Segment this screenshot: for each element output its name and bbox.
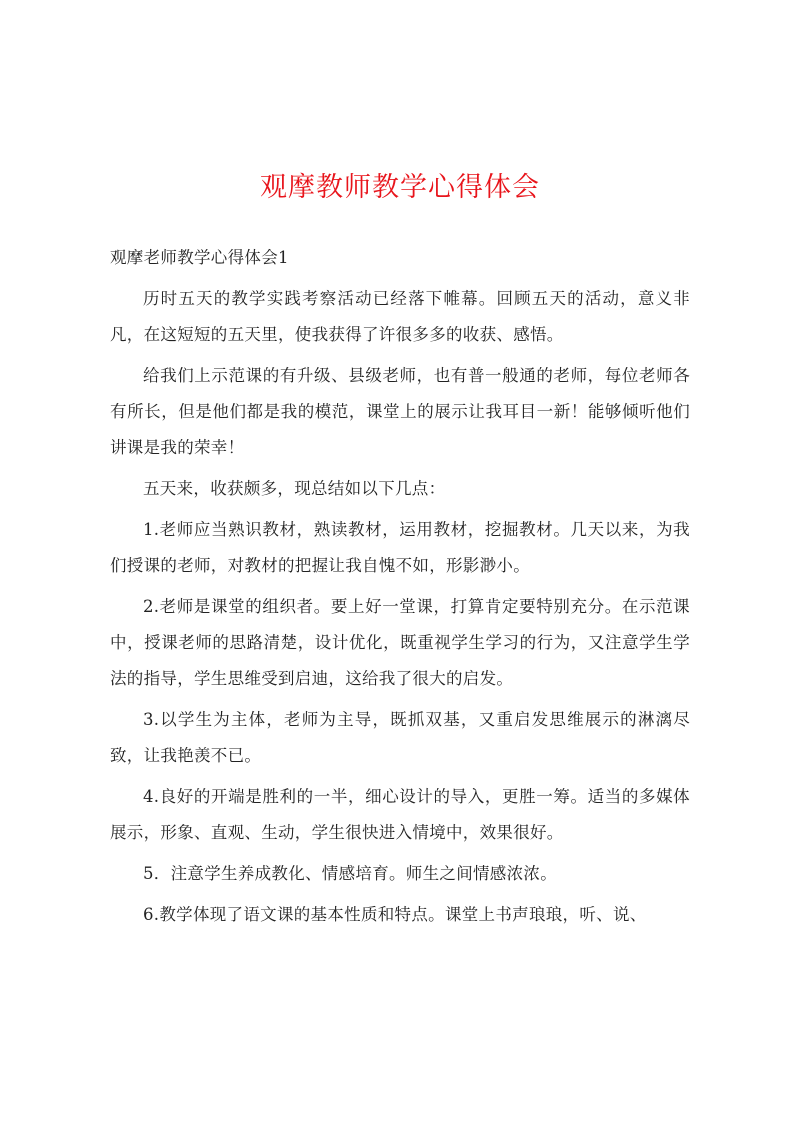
paragraph-point-1: 1.老师应当熟识教材，熟读教材，运用教材，挖掘教材。几天以来，为我们授课的老师，对教材的把握让我自愧不如，形影渺小。 — [110, 520, 690, 575]
document-title: 观摩教师教学心得体会 — [260, 172, 540, 203]
paragraph-intro: 历时五天的教学实践考察活动已经落下帷幕。回顾五天的活动，意义非凡，在这短短的五天里，使我获得了许很多多的收获、感悟。 — [110, 289, 690, 344]
paragraph-point-5: 5．注意学生养成教化、情感培育。师生之间情感浓浓。 — [143, 864, 557, 883]
paragraph-teachers: 给我们上示范课的有升级、县级老师，也有普一般通的老师，每位老师各有所长，但是他们都是我的模范，课堂上的展示让我耳目一新！能够倾听他们讲课是我的荣幸！ — [110, 366, 690, 457]
section-heading: 观摩老师教学心得体会1 — [110, 248, 289, 267]
paragraph-point-4: 4.良好的开端是胜利的一半，细心设计的导入，更胜一筹。适当的多媒体展示，形象、直观、生动，学生很快进入情境中，效果很好。 — [110, 787, 690, 842]
paragraph-point-3: 3.以学生为主体，老师为主导，既抓双基，又重启发思维展示的淋漓尽致，让我艳羡不已。 — [110, 710, 690, 765]
paragraph-point-2: 2.老师是课堂的组织者。要上好一堂课，打算肯定要特别充分。在示范课中，授课老师的思路清楚，设计优化，既重视学生学习的行为，又注意学生学法的指导，学生思维受到启迪，这给我了很大的启发。 — [110, 597, 690, 688]
paragraph-point-6: 6.教学体现了语文课的基本性质和特点。课堂上书声琅琅，听、说、 — [143, 905, 647, 924]
paragraph-summary-lead: 五天来，收获颇多，现总结如以下几点： — [143, 479, 446, 498]
document-body — [110, 240, 690, 938]
